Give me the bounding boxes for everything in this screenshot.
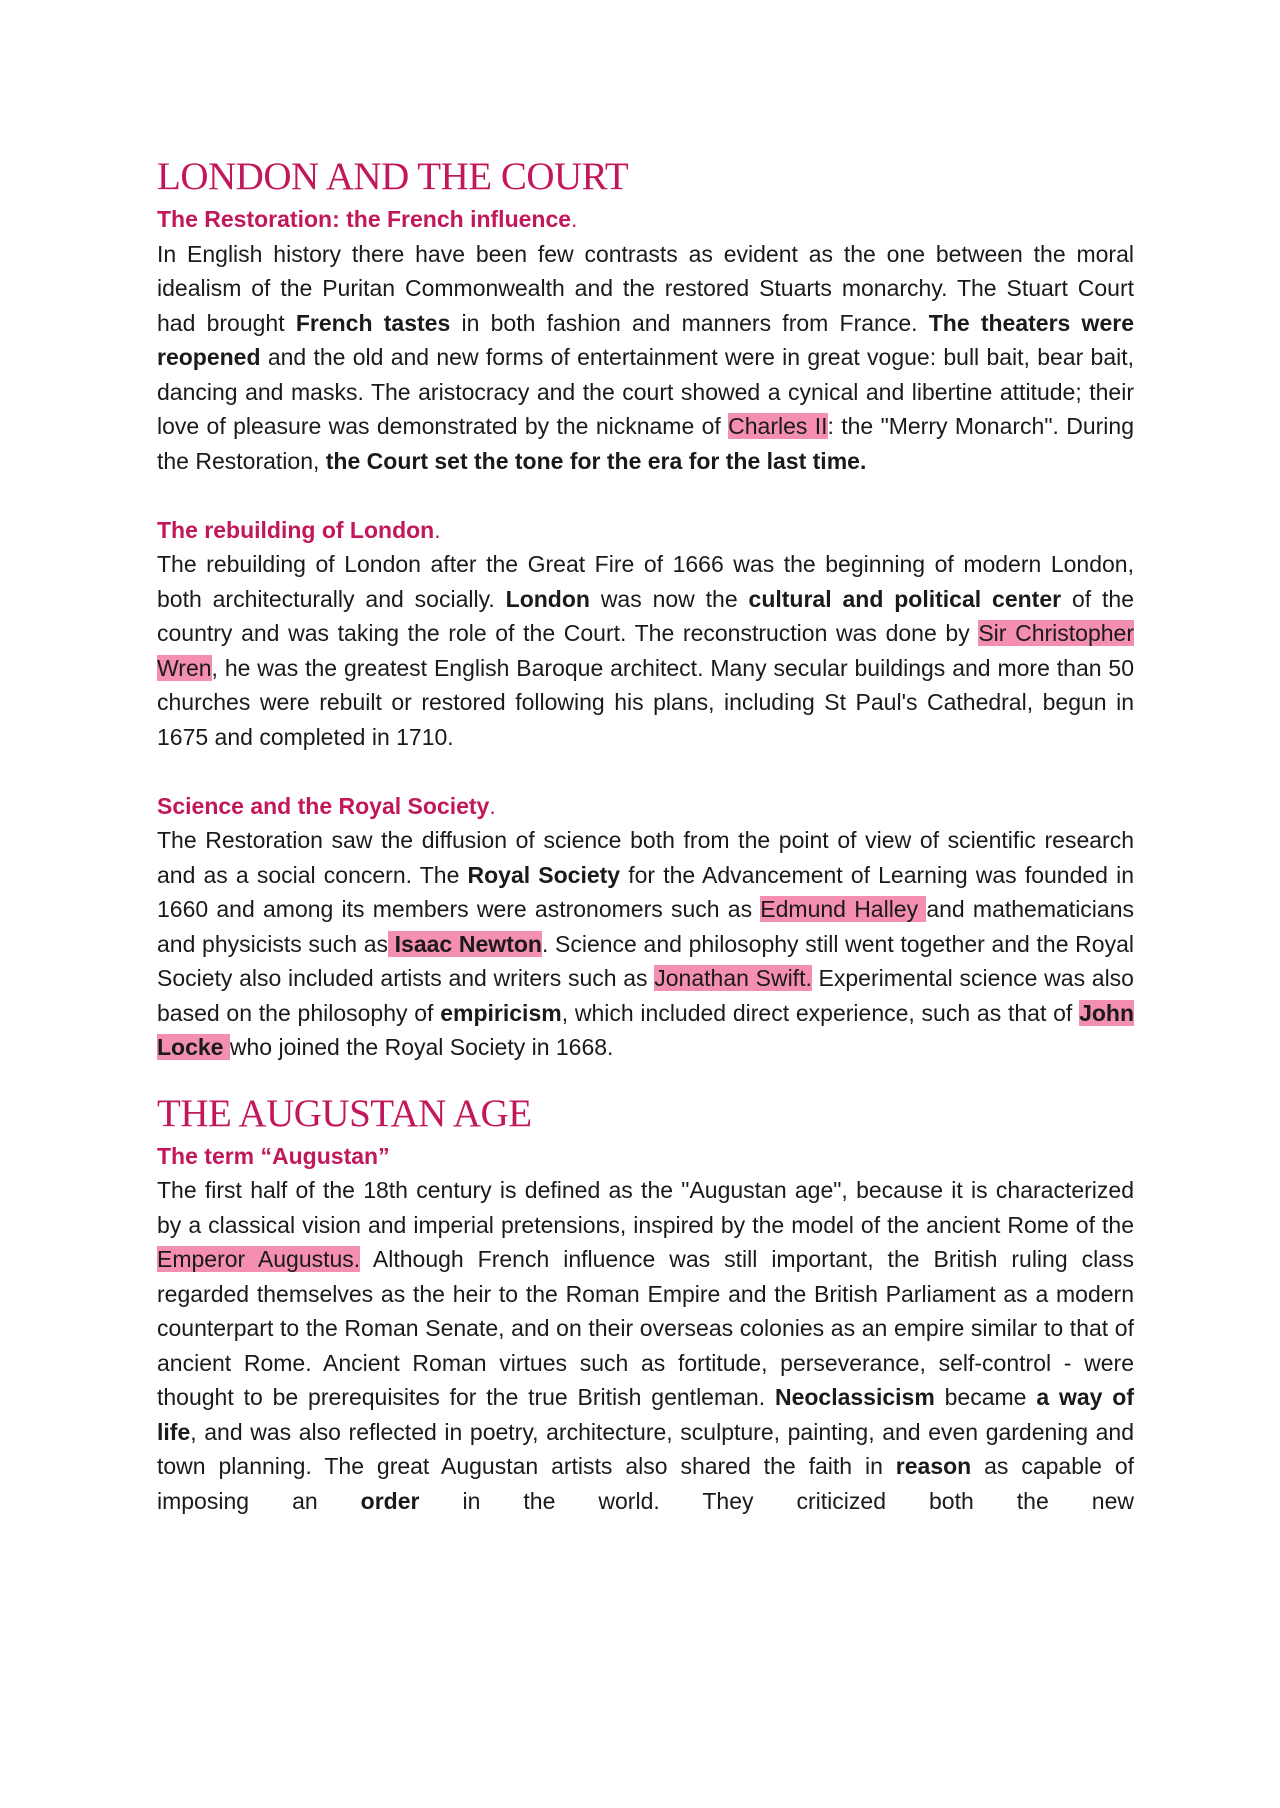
- highlight-christopher-wren: Sir Christopher Wren: [157, 620, 1134, 681]
- document-page: [157, 152, 1134, 1518]
- section-title-augustan-age: THE AUGUSTAN AGE: [157, 1091, 532, 1135]
- highlight-emperor-augustus: Emperor Augustus.: [157, 1246, 361, 1272]
- highlight-isaac-newton: Isaac Newton: [387, 930, 542, 957]
- paragraph-restoration: In English history there have been few contrasts as evident as the one between the moral idealism of the Puritan Commonwealth and the restored Stuarts monarchy. The Stuart Court had brought French tastes in both fashion and manners from France. The theaters were reopened and the old and new forms of entertainment were in great vogue: bull bait, bear bait, dancing and masks. The aristocracy and the court showed a cynical and libertine attitude; their love of pleasure was demonstrated by the nickname of Charles II: the "Merry Monarch". During the Restoration, the Court set the tone for the era for the last time.: [157, 240, 1134, 474]
- highlight-jonathan-swift: Jonathan Swift.: [654, 965, 812, 991]
- paragraph-augustan: The first half of the 18th century is defined as the "Augustan age", because it is characterized by a classical vision and imperial pretensions, inspired by the model of the ancient Rome of the Emperor Augustus. Although French influence was still important, the British ruling class regarded themselves as the heir to the Roman Empire and the British Parliament as a modern counterpart to the Roman Senate, and on their overseas colonies as an empire similar to that of ancient Rome. Ancient Roman virtues such as fortitude, perseverance, self-control - were thought to be prerequisites for the true British gentleman. Neoclassicism became a way of life, and was also reflected in poetry, architecture, sculpture, painting, and even gardening and town planning. The great Augustan artists also shared the faith in reason as capable of imposing an order in the world. They criticized both the new: [157, 1177, 1135, 1514]
- paragraph-rebuilding-london: The rebuilding of London after the Great Fire of 1666 was the beginning of modern London, both architecturally and socially. London was now the cultural and political center of the country and was taking the role of the Court. The reconstruction was done by Sir Christopher Wren, he was the greatest English Baroque architect. Many secular buildings and more than 50 churches were rebuilt or restored following his plans, including St Paul's Cathedral, begun in 1675 and completed in 1710.: [157, 551, 1134, 750]
- subheading-restoration: The Restoration: the French influence.: [157, 206, 578, 232]
- paragraph-royal-society: The Restoration saw the diffusion of science both from the point of view of scientific research and as a social concern. The Royal Society for the Advancement of Learning was founded in 1660 and among its members were astronomers such as Edmund Halley and mathematicians and physicists such as Isaac Newton. Science and philosophy still went together and the Royal Society also included artists and writers such as Jonathan Swift. Experimental science was also based on the philosophy of empiricism, which included direct experience, such as that of John Locke who joined the Royal Society in 1668.: [157, 827, 1135, 1060]
- subheading-term-augustan: The term “Augustan”: [157, 1142, 390, 1169]
- highlight-charles-ii: Charles II: [728, 413, 828, 439]
- subheading-royal-society: Science and the Royal Society.: [157, 792, 496, 819]
- subheading-rebuilding-london: The rebuilding of London.: [157, 516, 441, 543]
- highlight-john-locke: John Locke: [157, 999, 1135, 1060]
- section-title-london-court: LONDON AND THE COURT: [157, 155, 629, 198]
- highlight-edmund-halley: Edmund Halley: [760, 896, 927, 922]
